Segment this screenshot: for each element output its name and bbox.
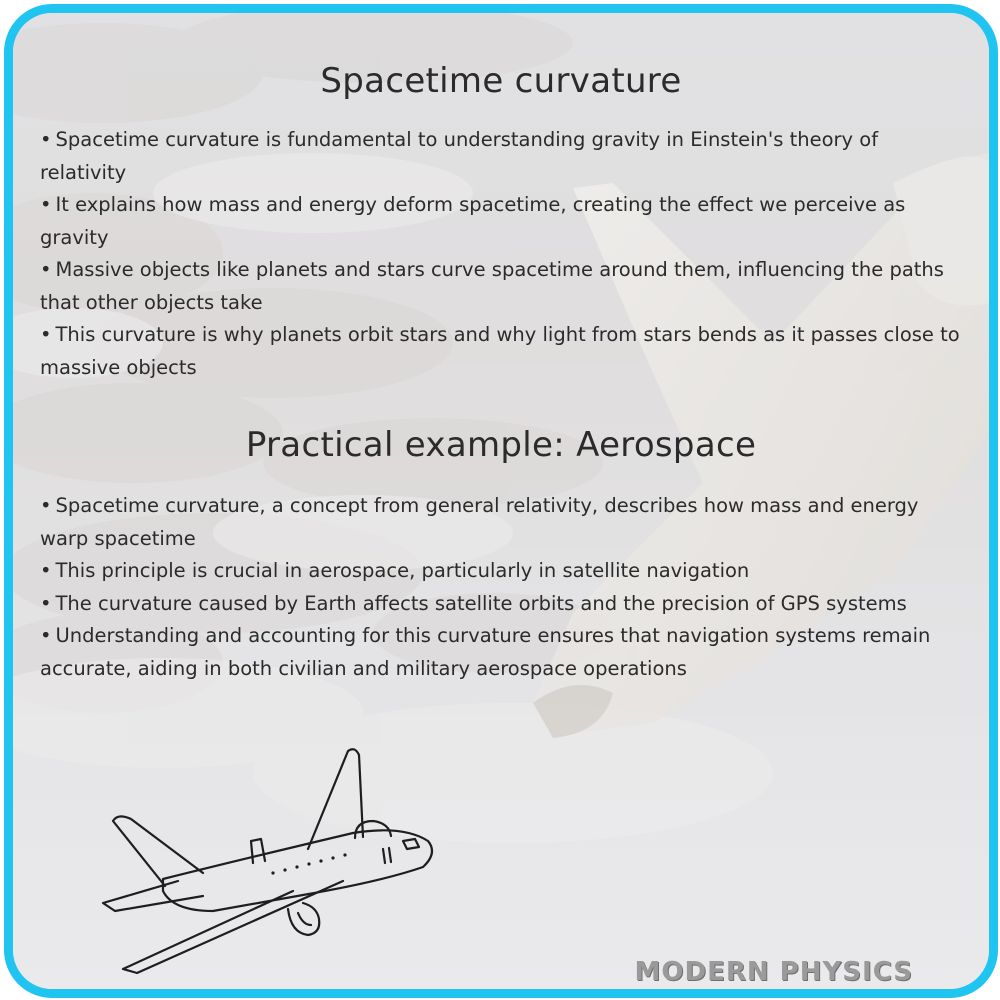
list-item: • Spacetime curvature is fundamental to understanding gravity in Einstein's theory of relativity: [40, 128, 879, 184]
list-item: • The curvature caused by Earth affects satellite orbits and the precision of GPS systems: [40, 591, 907, 615]
bullet-marker: •: [40, 559, 52, 582]
bullet-list-spacetime-curvature: [40, 124, 970, 384]
bullet-marker: •: [40, 323, 52, 346]
list-item: • Spacetime curvature, a concept from general relativity, describes how mass and energy warp spacetime: [40, 494, 919, 550]
bullet-marker: •: [40, 128, 52, 151]
bullet-marker: •: [40, 591, 52, 615]
brand-logo: MODERN PHYSICS: [634, 957, 913, 987]
airplane-line-drawing-icon: [93, 741, 443, 981]
content-area: [13, 13, 989, 989]
section-title-practical-example: Practical example: Aerospace: [245, 425, 757, 465]
bullet-marker: •: [40, 258, 52, 281]
list-item: • It explains how mass and energy deform spacetime, creating the effect we perceive as gravity: [40, 193, 906, 249]
bullet-marker: •: [40, 624, 52, 647]
bullet-list-practical-example: [40, 490, 970, 685]
list-item: • This principle is crucial in aerospace, particularly in satellite navigation: [40, 559, 750, 582]
bullet-marker: •: [40, 494, 52, 517]
section-title-spacetime-curvature: Spacetime curvature: [320, 61, 682, 101]
list-item: • This curvature is why planets orbit stars and why light from stars bends as it passes close to massive objects: [40, 323, 960, 379]
bullet-marker: •: [40, 193, 52, 216]
list-item: • Understanding and accounting for this curvature ensures that navigation systems remain accurate, aiding in both civilian and military aerospace operations: [40, 624, 931, 680]
card-frame: [4, 4, 998, 998]
list-item: • Massive objects like planets and stars curve spacetime around them, influencing the paths that other objects take: [40, 258, 944, 314]
